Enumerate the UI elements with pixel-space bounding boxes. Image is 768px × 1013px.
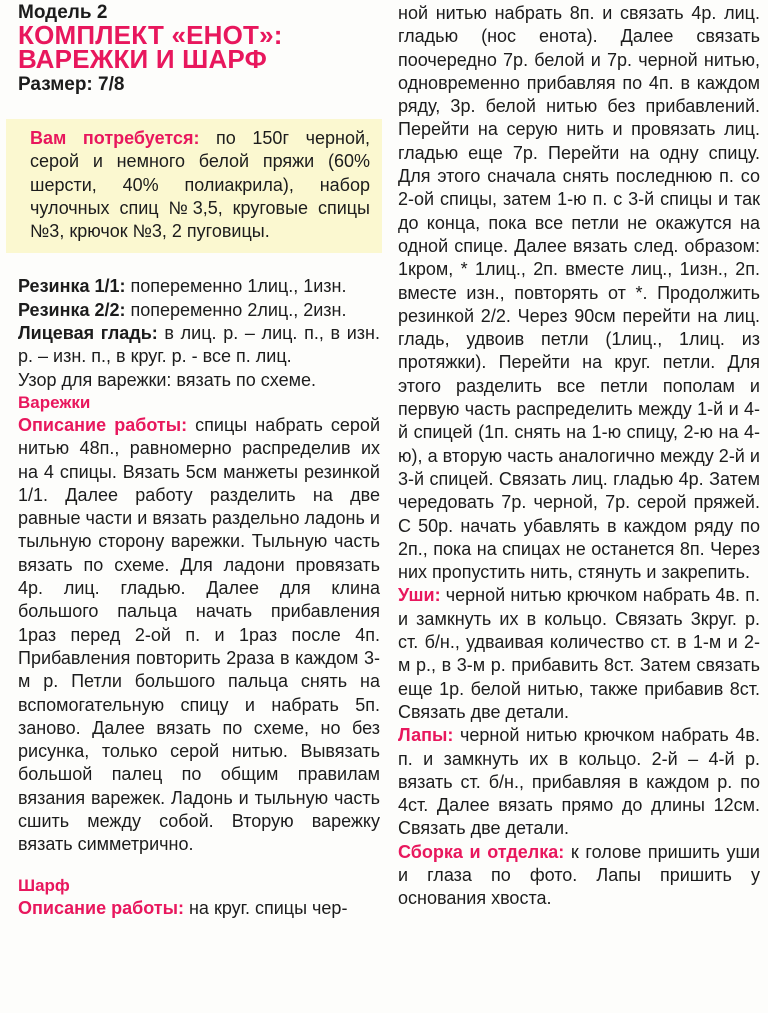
ears-paragraph [398, 584, 760, 724]
left-column [18, 0, 380, 920]
stitch-stockinette [18, 322, 380, 369]
stitch-text: попеременно 2лиц., 2изн. [125, 299, 347, 320]
title-line-1: КОМПЛЕКТ «ЕНОТ»: [18, 20, 283, 50]
materials-paragraph [30, 127, 370, 243]
size: Размер: 7/8 [18, 74, 125, 95]
scarf-label: Описание работы: [18, 897, 184, 918]
right-column [398, 0, 760, 911]
assembly-paragraph [398, 841, 760, 911]
stitch-label: Резинка 2/2: [18, 299, 126, 320]
materials-text: по 150г черной, серой и немного белой пряжи (60% шерсти, 40% полиакрила), набор чулочных спиц №3,5, круговые спицы №3, крючок №3, 2 пуговицы. [30, 128, 371, 242]
mittens-heading: Варежки [18, 392, 91, 412]
mittens-label: Описание работы: [18, 414, 188, 435]
scarf-description-start [18, 897, 380, 920]
paws-label: Лапы: [398, 725, 454, 746]
materials-box [6, 119, 382, 253]
stitch-rib-2-2 [18, 299, 380, 322]
stitch-label: Лицевая гладь: [18, 323, 158, 344]
assembly-text: к голове пришить уши и глаза по фото. Лапы пришить у основания хвоста. [398, 841, 760, 909]
scarf-description-continued: ной нитью набрать 8п. и связать 4р. лиц. гладью (нос енота). Далее связать поочередно 7р. белой и 7р. черной нитью, одновременно прибавляя по 4п. в каждом ряду, 3р. белой нитью без прибавлений. Перейти на серую нить и провязать лиц. гладью еще 7р. Перейти на одну спицу. Для этого сначала снять последнюю п. со 2-ой спицы, затем 1-ю п. с 3-й спицы и так до конца, пока все петли не окажутся на одной спице. Далее вязать след. образом: 1кром, * 1лиц., 2п. вместе лиц., 1изн., 2п. вместе изн., повторять от *. Продолжить резинкой 2/2. Через 90см перейти на лиц. гладь, удвоив петли (1лиц., 1лиц. из протяжки). Перейти на круг. петли. Для этого разделить все петли пополам и первую часть распределить между 1-й и 4-й спицей (1п. снять на 1-ю спицу, 2-ю на 4-ю), а вторую часть аналогично между 2-й и 3-й спицей. Связать лиц. гладью 4р. Затем чередовать 7р. черной, 7р. серой пряжей. С 50р. начать убавлять в каждом ряду по 2п., пока на спицах не останется 8п. Через них пропустить нить, стянуть и закрепить. [398, 3, 760, 583]
stitch-label: Резинка 1/1: [18, 276, 126, 297]
pattern-note: Узор для варежки: вязать по схеме. [18, 369, 316, 390]
scarf-text-start: на круг. спицы чер- [183, 897, 348, 918]
stitch-text: попеременно 1лиц., 1изн. [125, 276, 347, 297]
assembly-label: Сборка и отделка: [398, 841, 565, 862]
mittens-text: спицы набрать серой нитью 48п., равномерно распределив их на 4 спицы. Вязать 5см манжеты резинкой 1/1. Далее работу разделить на две равные части и вязать раздельно ладонь и тыльную сторону варежки. Тыльную часть вязать по схеме. Для ладони провязать 4р. лиц. гладью. Далее для клина большого пальца начать прибавления 1раз перед 2-ой п. и 1раз после 4п. Прибавления повторить 2раза в каждом 3-м р. Петли большого пальца снять на вспомогательную спицу и набрать 5п. заново. Далее вязать по схеме, но без рисунка, только серой нитью. Вывязать большой палец по общим правилам вязания варежек. Ладонь и тыльную часть сшить между собой. Вторую варежку вязать симметрично. [18, 414, 380, 855]
model-number: Модель 2 [18, 2, 108, 23]
ears-label: Уши: [398, 585, 441, 606]
stitch-rib-1-1 [18, 275, 380, 298]
stitch-text: в лиц. р. – лиц. п., в изн. р. – изн. п., в круг. р. - все п. лиц. [18, 323, 381, 367]
paws-paragraph [398, 724, 760, 840]
scarf-heading: Шарф [18, 875, 70, 895]
mittens-description [18, 414, 380, 857]
paws-text: черной нитью крючком набрать 4в. п. и замкнуть их в кольцо. 2-й – 4-й р. вязать ст. б/н., прибавляя в каждом р. по 4ст. Далее вязать прямо до длины 12см. Связать две детали. [398, 725, 760, 839]
title-line-2: ВАРЕЖКИ И ШАРФ [18, 44, 268, 74]
ears-text: черной нитью крючком набрать 4в. п. и замкнуть их в кольцо. Связать 3круг. р. ст. б/н., удваивая количество ст. в 1-м и 2-м р., в 3-м р. прибавить 8ст. Затем связать еще 1р. белой нитью, также прибавив 8ст. Связать две детали. [398, 585, 760, 722]
materials-label: Вам потребуется: [30, 128, 200, 148]
